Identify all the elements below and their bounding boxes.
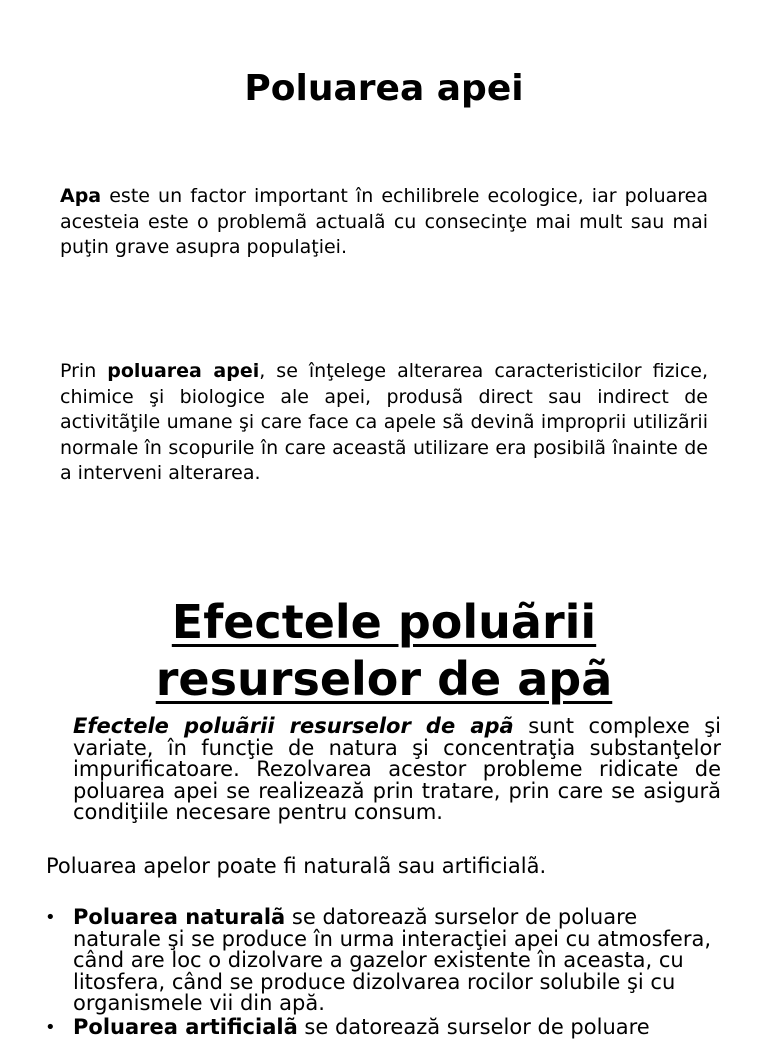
definition-bold-term: poluarea apei: [107, 360, 260, 382]
list-item: [0, 907, 723, 1015]
effects-paragraph: [73, 716, 721, 824]
intro-bold-term: Apa: [60, 185, 102, 207]
pollution-types-list: [0, 907, 723, 1038]
list-item: [0, 1014, 723, 1039]
definition-prefix: Prin: [60, 360, 108, 382]
bullet-bold-term: Poluarea artificialã: [73, 1014, 298, 1039]
effects-text: sunt complexe şi variate, în funcţie de natura şi concentraţia substanţelor impurificatoare. Rezolvarea acestor probleme ridicate de poluarea apei se realizează prin tratare, prin care se asigură condiţiile necesare pentru consum.: [73, 714, 721, 824]
definition-paragraph: [60, 359, 708, 487]
section-heading: [0, 594, 768, 708]
bullet-text: se datorează surselor de poluare: [297, 1014, 650, 1039]
bullet-bold-term: Poluarea naturalã: [73, 905, 286, 929]
pollution-types-intro: Poluarea apelor poate fi naturalã sau artificialã.: [46, 854, 547, 878]
definition-text: , se înţelege alterarea caracteristicilor fizice, chimice şi biologice ale apei, produsã direct sau indirect de activitãţile umane şi care face ca apele sã devinã improprii utilizãrii normale în scopurile în care aceastã utilizare era posibilã înainte de a interveni alterarea.: [60, 360, 709, 484]
intro-paragraph: [60, 184, 708, 261]
page-title: Poluarea apei: [244, 68, 524, 109]
bullet-icon: •: [45, 907, 56, 928]
bullet-icon: •: [45, 1016, 56, 1038]
effects-emphasis: Efectele poluãrii resurselor de apã: [73, 714, 514, 738]
bullet-text: se datorează surselor de poluare naturale şi se produce în urma interacţiei apei cu atmosfera, când are loc o dizolvare a gazelor existente în aceasta, cu litosfera, când se produce dizolvarea rocilor solubile şi cu organismele vii din apă.: [73, 905, 712, 1015]
section-heading-line1: Efectele poluãrii: [171, 595, 597, 649]
section-heading-line2: resurselor de apã: [155, 652, 613, 706]
intro-text: este un factor important în echilibrele ecologice, iar poluarea acesteia este o problemã actualã cu consecinţe mai mult sau mai puţin grave asupra populaţiei.: [60, 185, 708, 258]
